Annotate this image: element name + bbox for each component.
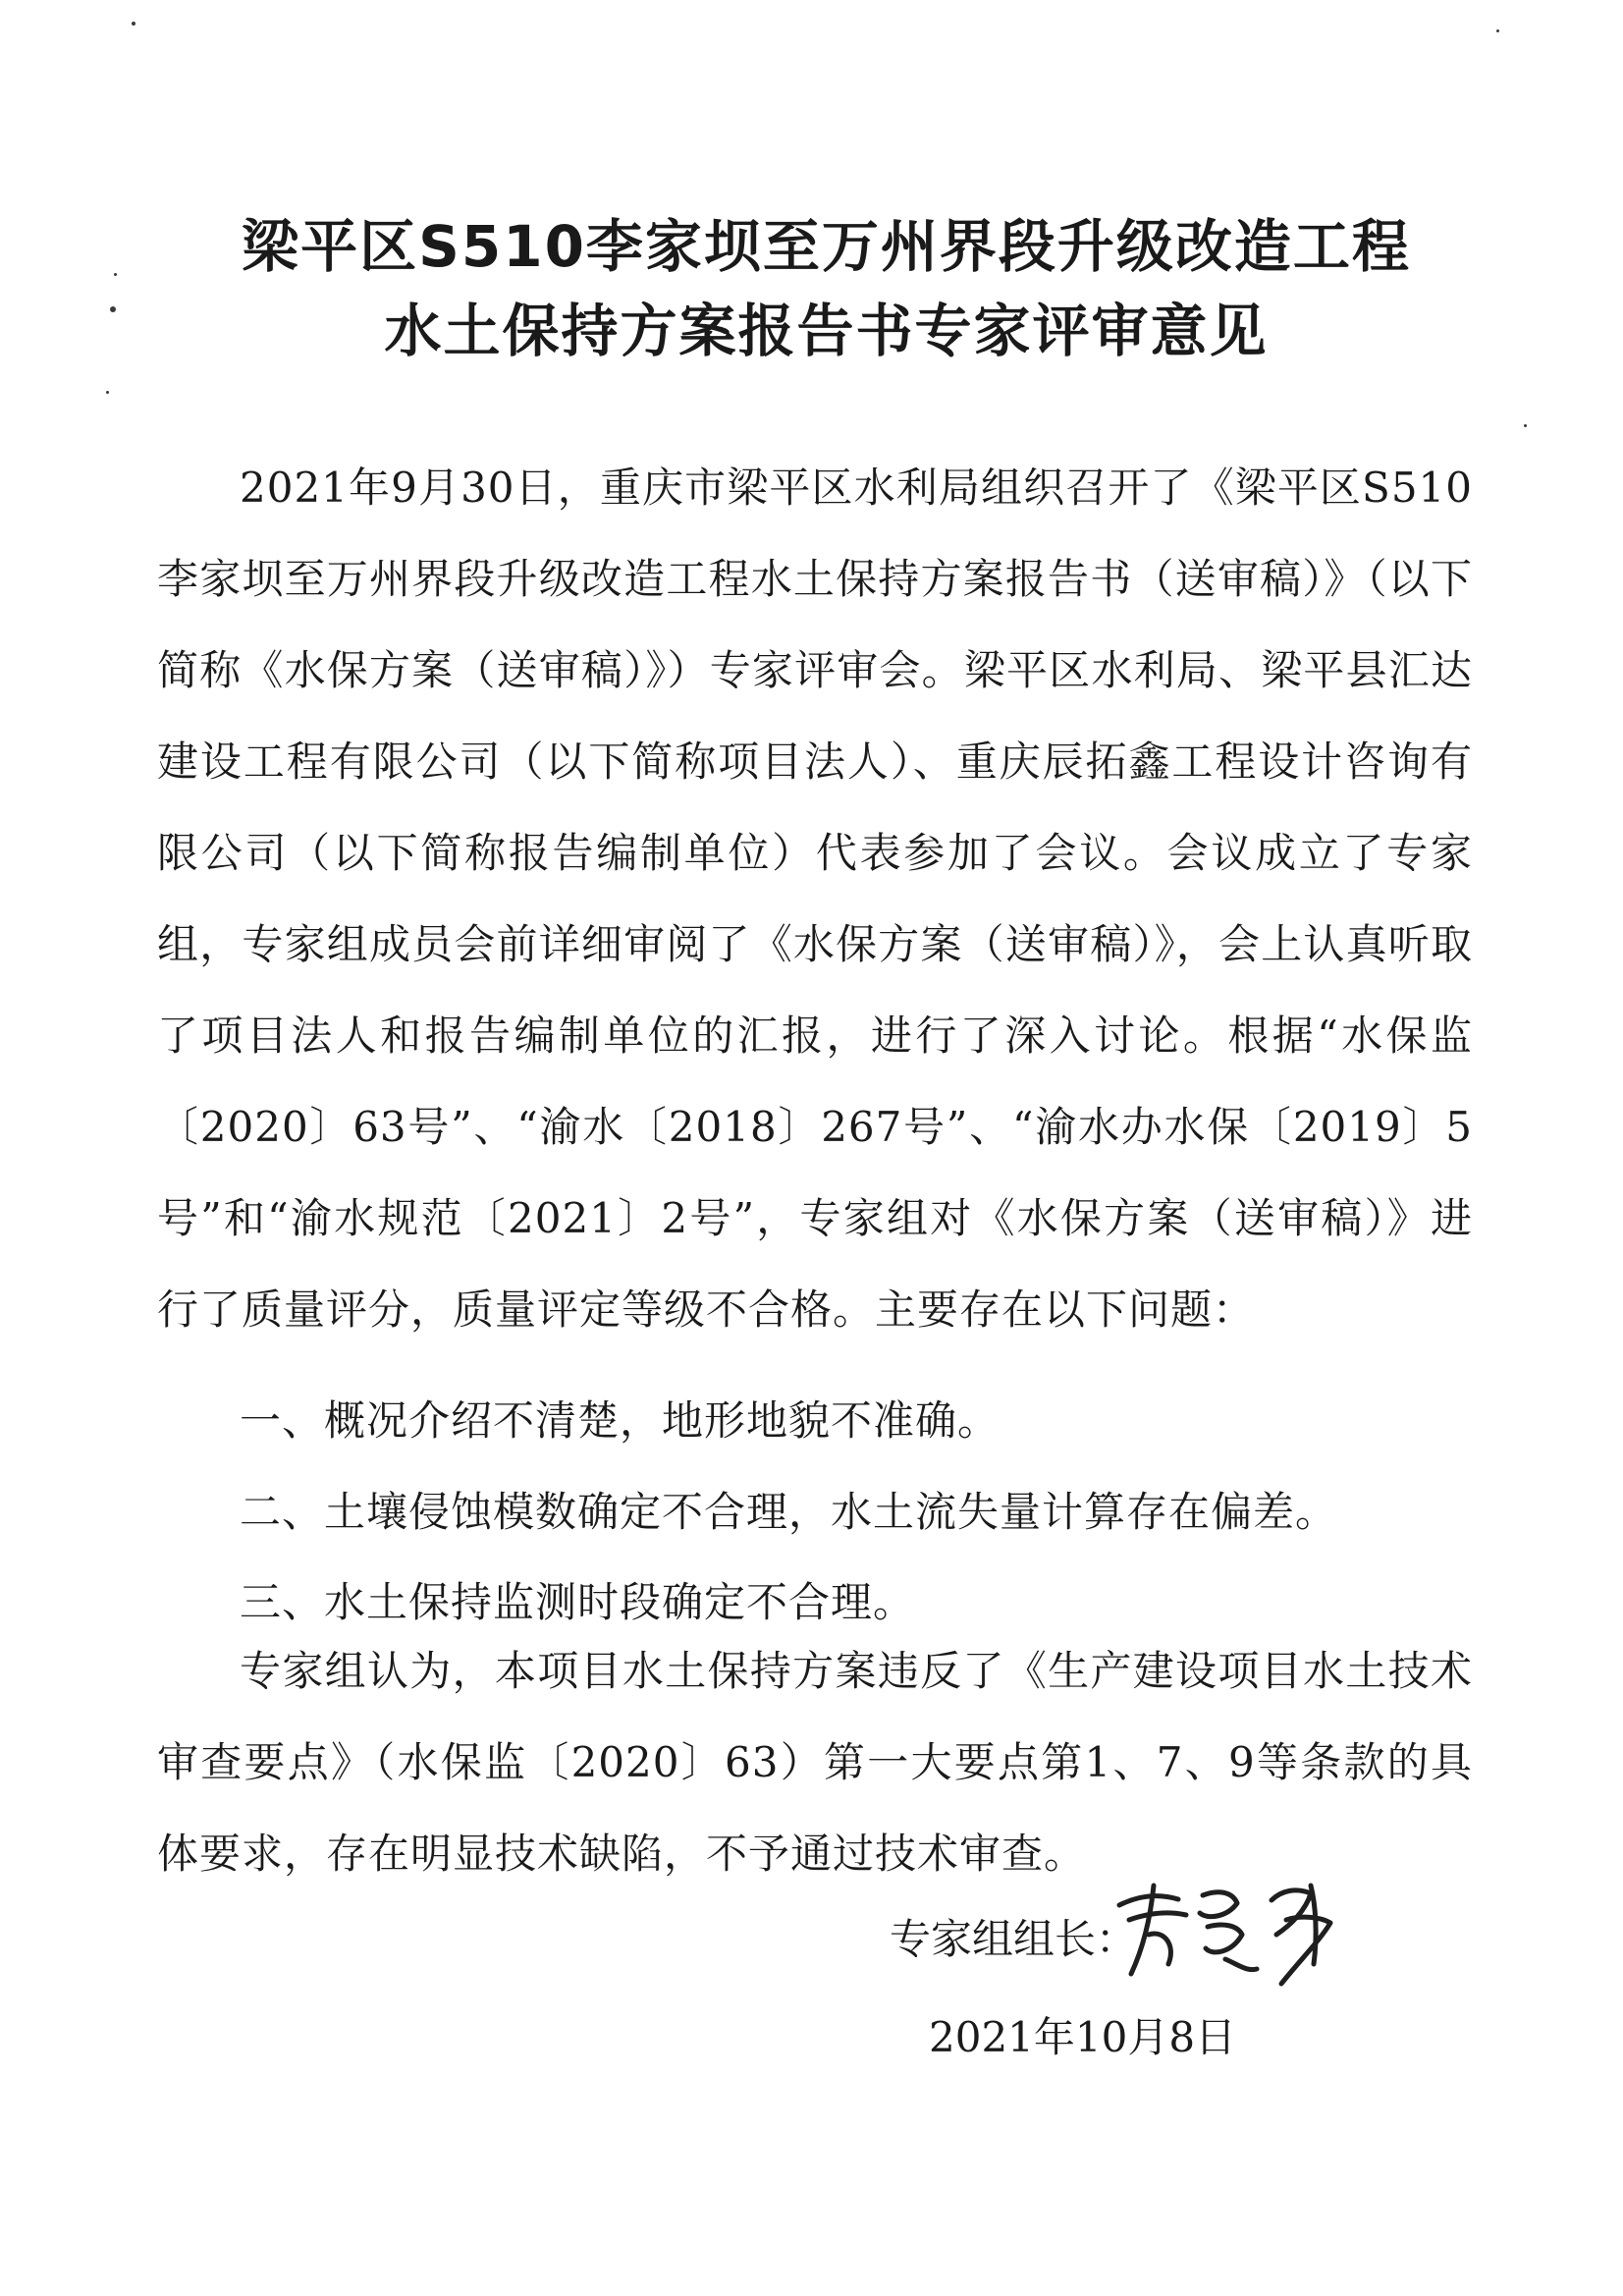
handwritten-signature bbox=[1109, 1866, 1345, 1994]
scan-speck bbox=[110, 306, 116, 312]
scan-speck bbox=[132, 22, 135, 26]
conclusion-paragraph: 专家组认为，本项目水土保持方案违反了《生产建设项目水土技术审查要点》（水保监〔2020〕63）第一大要点第1、7、9等条款的具体要求，存在明显技术缺陷，不予通过技术审查。 bbox=[157, 1647, 1473, 1878]
document-title-line-1: 梁平区S510李家坝至万州界段升级改造工程 bbox=[242, 213, 1411, 280]
scan-speck bbox=[114, 273, 117, 276]
opening-paragraph: 2021年9月30日，重庆市梁平区水利局组织召开了《梁平区S510李家坝至万州界段升级改造工程水土保持方案报告书（送审稿）》（以下简称《水保方案（送审稿）》）专家评审会。梁平区水利局、梁平县汇达建设工程有限公司（以下简称项目法人）、重庆辰拓鑫工程设计咨询有限公司（以下简称报告编制单位）代表参加了会议。会议成立了专家组，专家组成员会前详细审阅了《水保方案（送审稿）》，会上认真听取了项目法人和报告编制单位的汇报，进行了深入讨论。根据“水保监〔2020〕63号”、“渝水〔2018〕267号”、“渝水办水保〔2019〕5号”和“渝水规范〔2021〕2号”，专家组对《水保方案（送审稿）》进行了质量评分，质量评定等级不合格。主要存在以下问题： bbox=[157, 464, 1473, 1334]
issue-item: 三、水土保持监测时段确定不合理。 bbox=[240, 1578, 916, 1626]
issue-item: 二、土壤侵蚀模数确定不合理，水土流失量计算存在偏差。 bbox=[240, 1488, 1338, 1536]
scan-speck bbox=[106, 391, 109, 394]
document-title-line-2: 水土保持方案报告书专家评审意见 bbox=[384, 298, 1269, 364]
scan-speck bbox=[1496, 29, 1499, 32]
scan-speck bbox=[1524, 424, 1527, 427]
document-date: 2021年10月8日 bbox=[929, 2013, 1237, 2061]
issue-item: 一、概况介绍不清楚，地形地貌不准确。 bbox=[240, 1396, 1001, 1445]
signature-label: 专家组组长： bbox=[890, 1915, 1138, 1963]
